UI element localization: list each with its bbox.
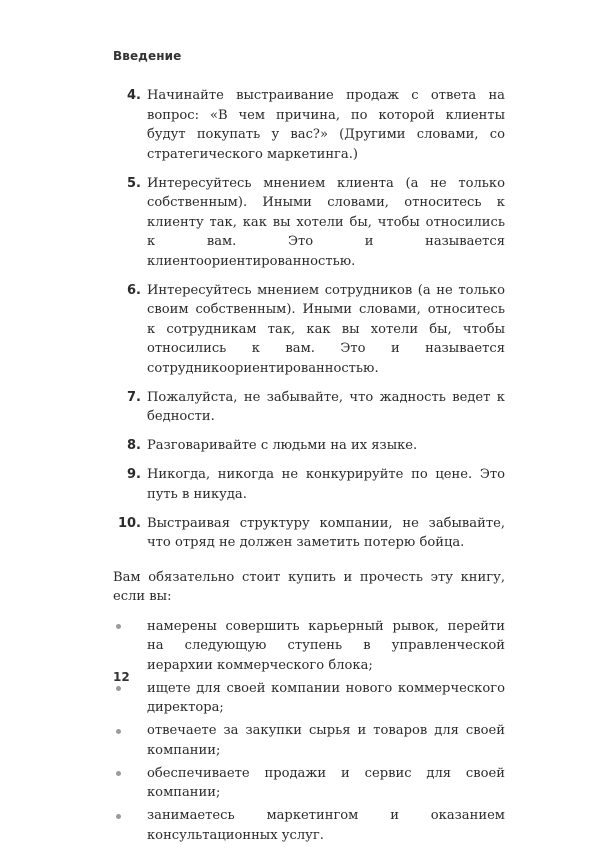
item-number: 5. — [127, 175, 141, 191]
item-number: 6. — [127, 282, 141, 298]
bullet-dot-icon — [116, 686, 121, 691]
item-number: 8. — [127, 438, 141, 453]
item-text: Интересуйтесь мнением клиента (а не только собственным). Иными словами, относитесь к клиенту так, как вы хотели бы, чтобы относились к вам. Это и называется клиентоориентированностью. — [147, 175, 505, 269]
item-text: Разговаривайте с людьми на их языке. — [147, 438, 418, 453]
bullet-item — [113, 721, 505, 760]
bullet-text: занимаетесь маркетингом и оказанием консультационных услуг. — [147, 808, 505, 843]
bullet-dot-icon — [116, 624, 121, 629]
list-item — [113, 436, 505, 456]
item-number: 4. — [127, 88, 141, 103]
page-number: 12 — [113, 670, 130, 684]
bullet-text: отвечаете за закупки сырья и товаров для своей компании; — [147, 723, 505, 758]
item-text: Выстраивая структуру компании, не забывайте, что отряд не должен заметить потерю бойца. — [147, 515, 505, 550]
list-item — [113, 281, 505, 379]
bullet-text: намерены совершить карьерный рывок, перейти на следующую ступень в управленческой иерархии коммерческого блока; — [147, 618, 505, 673]
list-item — [113, 465, 505, 504]
bullet-text: обеспечиваете продажи и сервис для своей компании; — [147, 765, 505, 800]
bullet-dot-icon — [116, 814, 121, 819]
bullet-item — [113, 764, 505, 803]
bullet-item — [113, 679, 505, 718]
bullet-dot-icon — [116, 729, 121, 734]
numbered-list — [113, 86, 505, 553]
page-body — [113, 86, 505, 849]
list-item — [113, 514, 505, 553]
item-text: Интересуйтесь мнением сотрудников (а не только своим собственным). Иными словами, относитесь к сотрудникам так, как вы хотели бы, чтобы относились к вам. Это и называется сотрудникоориентированностью. — [147, 282, 505, 376]
bullet-item — [113, 617, 505, 676]
bullet-dot-icon — [116, 771, 121, 776]
list-item — [113, 388, 505, 427]
item-number: 7. — [127, 389, 141, 405]
intro-paragraph: Вам обязательно стоит купить и прочесть эту книгу, если вы: — [113, 569, 505, 604]
item-number: 10. — [117, 515, 141, 531]
bullet-text: ищете для своей компании нового коммерческого директора; — [147, 680, 505, 715]
item-text: Начинайте выстраивание продаж с ответа на вопрос: «В чем причина, по которой клиенты будут покупать у вас?» (Другими словами, со стратегического маркетинга.) — [147, 88, 505, 162]
running-head: Введение — [113, 49, 182, 63]
list-item — [113, 86, 505, 164]
item-number: 9. — [127, 467, 141, 482]
item-text: Никогда, никогда не конкурируйте по цене. Это путь в никуда. — [147, 467, 505, 502]
bullet-list — [113, 617, 505, 846]
bullet-item — [113, 806, 505, 845]
list-item — [113, 174, 505, 272]
item-text: Пожалуйста, не забывайте, что жадность ведет к бедности. — [147, 389, 505, 424]
